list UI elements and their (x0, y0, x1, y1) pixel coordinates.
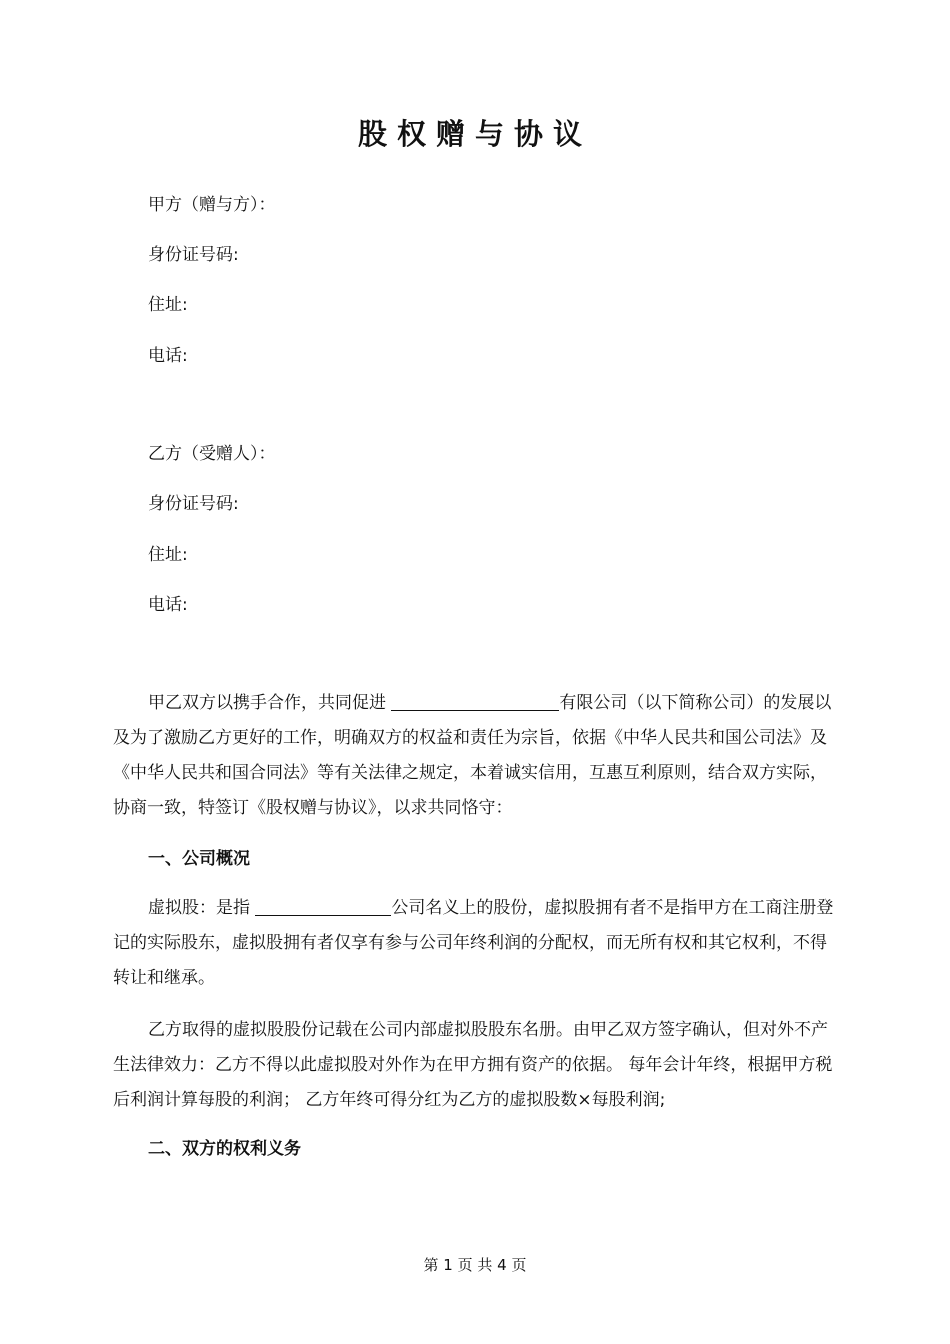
intro-text-end: 有限公司（以下简称公司）的发展以及为了激励乙方更好的工作，明确双方的权益和责任为宗旨，依据《中华人民共和国公司法》及《中华人民共和国合同法》等有关法律之规定，本着诚实信用，互惠互利原则，结合双方实际，协商一致，特签订《股权赠与协议》，以求共同恪守： (113, 693, 832, 818)
party-a-address-label: 住址: (148, 295, 188, 315)
page-number-footer: 第 1 页 共 4 页 (423, 1256, 527, 1274)
section-1-paragraph-1 (113, 891, 838, 996)
intro-paragraph (113, 686, 838, 826)
section-2-heading: 二、双方的权利义务 (148, 1139, 301, 1159)
party-b-phone-label: 电话: (148, 595, 188, 615)
party-a-id-label: 身份证号码: (148, 245, 239, 265)
party-b-label: 乙方（受赠人）： (148, 444, 276, 464)
document-title: 股权赠与协议 (357, 117, 592, 151)
company-name-blank (391, 692, 559, 711)
party-b-address-label: 住址: (148, 545, 188, 565)
party-a-label: 甲方（赠与方）： (148, 195, 276, 215)
section-1-paragraph-2: 乙方取得的虚拟股股份记载在公司内部虚拟股股东名册。由甲乙双方签字确认，但对外不产生法律效力：乙方不得以此虚拟股对外作为在甲方拥有资产的依据。 每年会计年终，根据甲方税后利润计算每股的利润； 乙方年终可得分红为乙方的虚拟股数×每股利润; (113, 1020, 833, 1110)
virtual-share-text-start: 虚拟股：是指 (148, 898, 256, 918)
section-1-heading: 一、公司概况 (148, 849, 250, 869)
party-b-id-label: 身份证号码: (148, 494, 239, 514)
virtual-share-text-end: 公司名义上的股份，虚拟股拥有者不是指甲方在工商注册登记的实际股东，虚拟股拥有者仅享有参与公司年终利润的分配权，而无所有权和其它权利，不得转让和继承。 (113, 898, 834, 988)
company-blank (255, 897, 391, 916)
party-a-phone-label: 电话: (148, 346, 188, 366)
intro-text-start: 甲乙双方以携手合作，共同促进 (148, 693, 392, 713)
